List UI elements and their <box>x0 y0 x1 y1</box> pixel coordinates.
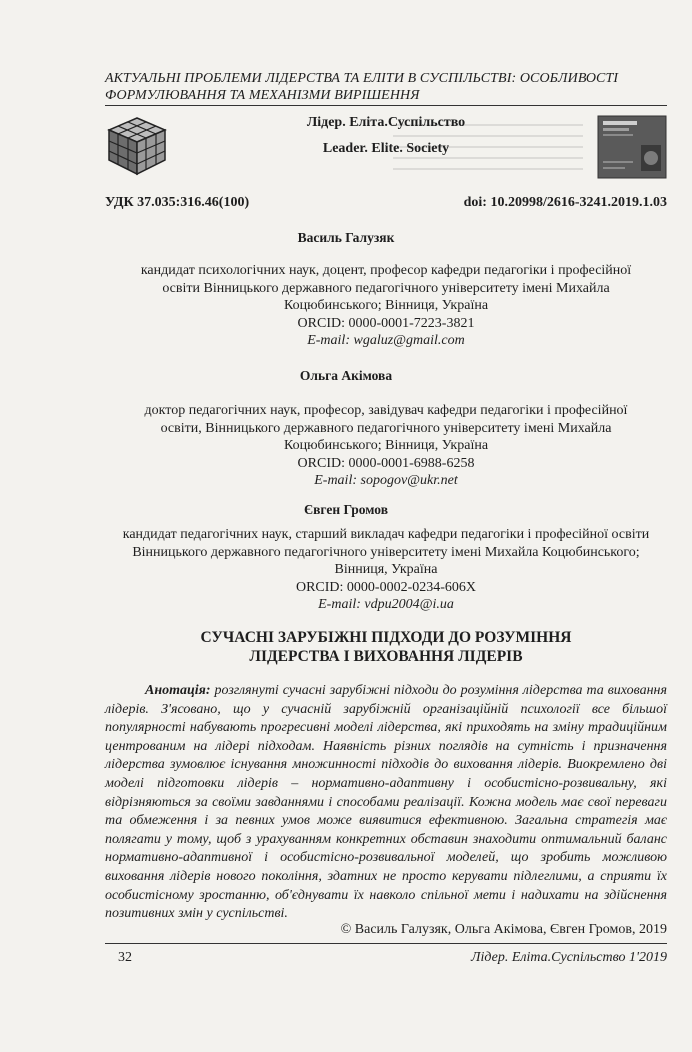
abstract-text: розглянуті сучасні зарубіжні підходи до розуміння лідерства та виховання лідерів. З'ясовано, що у сучасній зарубіжній організаційній психології все більшої популярності набувають прогресивні моделі лідерства, які приходять на зміну традиційним центрованим на лідері підходам. Наявність різних поглядів на сутність і призначення лідерства зумовлює існування множинності підходів до виховання лідерів. Виокремлено дві моделі підготовки лідерів – нормативно-адаптивну і особистісно-розвивальну, які відрізняються за своїми завданнями і способами реалізації. Кожна модель має свої переваги та обмеження і за певних умов може виявитися ефективною. Загальна стратегія має полягати у тому, щоб з урахуванням конкретних обставин знаходити оптимальний баланс нормативно-адаптивної і особистісно-розвивальної моделей, що зробить можливою виховання лідерів нового покоління, здатних не просто керувати підлеглими, а сприяти їх особистісному зростанню, об'єднувати їх навколо спільної мети і надихати на здійснення позитивних змін у суспільстві. <box>105 683 668 922</box>
affiliation-line: Вінниця, Україна <box>334 562 438 577</box>
doi: doi: 10.20998/2616-3241.2019.1.03 <box>463 195 667 210</box>
author-affiliation <box>105 402 667 490</box>
abstract <box>105 682 667 924</box>
affiliation-line: Коцюбинського; Вінниця, Україна <box>283 438 489 453</box>
author-name: Ольга Акімова <box>299 368 393 383</box>
affiliation-line: кандидат психологічних наук, доцент, професор кафедри педагогіки і професійної <box>140 263 632 278</box>
article-title <box>105 628 667 666</box>
author-affiliation <box>105 262 667 350</box>
affiliation-line: освіти Вінницького державного педагогічного університету імені Михайла <box>162 280 610 296</box>
author-name: Василь Галузяк <box>297 230 395 245</box>
journal-cover-thumbnail-icon <box>597 115 667 179</box>
article-title-line: СУЧАСНІ ЗАРУБІЖНІ ПІДХОДИ ДО РОЗУМІННЯ <box>200 629 572 646</box>
affiliation-line: кандидат педагогічних наук, старший викладач кафедри педагогіки і професійної освіти <box>122 527 650 542</box>
author-orcid: ORCID: 0000-0001-6988-6258 <box>297 455 475 471</box>
page-number: 32 <box>118 950 132 965</box>
copyright: © Василь Галузяк, Ольга Акімова, Євген Громов, 2019 <box>340 922 667 937</box>
author-email: E-mail: sopogov@ukr.net <box>314 473 458 488</box>
author-email: E-mail: wgaluz@gmail.com <box>307 333 465 348</box>
journal-masthead <box>105 111 667 179</box>
author-email: E-mail: vdpu2004@i.ua <box>318 597 454 612</box>
affiliation-line: доктор педагогічних наук, професор, завідувач кафедри педагогіки і професійної <box>144 403 628 418</box>
affiliation-line: Коцюбинського; Вінниця, Україна <box>283 298 489 313</box>
footer-journal-issue: Лідер. Еліта.Суспільство 1'2019 <box>470 950 667 965</box>
affiliation-line: Вінницького державного педагогічного університету імені Михайла Коцюбинського; <box>132 544 640 560</box>
footer-rule <box>105 943 667 944</box>
journal-title-ua: Лідер. Еліта.Суспільство <box>306 115 466 130</box>
header-rule <box>105 105 667 106</box>
author-orcid: ORCID: 0000-0001-7223-3821 <box>297 315 475 331</box>
abstract-lead: Анотація: <box>145 683 211 698</box>
author-name: Євген Громов <box>303 502 388 517</box>
udk-code: УДК 37.035:316.46(100) <box>105 195 250 210</box>
affiliation-line: освіти, Вінницького державного педагогічного університету імені Михайла <box>160 420 612 436</box>
author-orcid: ORCID: 0000-0002-0234-606X <box>295 579 477 595</box>
journal-title-en: Leader. Elite. Society <box>322 141 450 156</box>
running-header: АКТУАЛЬНІ ПРОБЛЕМИ ЛІДЕРСТВА ТА ЕЛІТИ В СУСПІЛЬСТВІ: ОСОБЛИВОСТІ ФОРМУЛЮВАННЯ ТА МЕХАНІЗМИ ВИРІШЕННЯ <box>105 71 619 103</box>
author-affiliation <box>105 526 667 614</box>
article-title-line: ЛІДЕРСТВА І ВИХОВАННЯ ЛІДЕРІВ <box>249 648 523 665</box>
